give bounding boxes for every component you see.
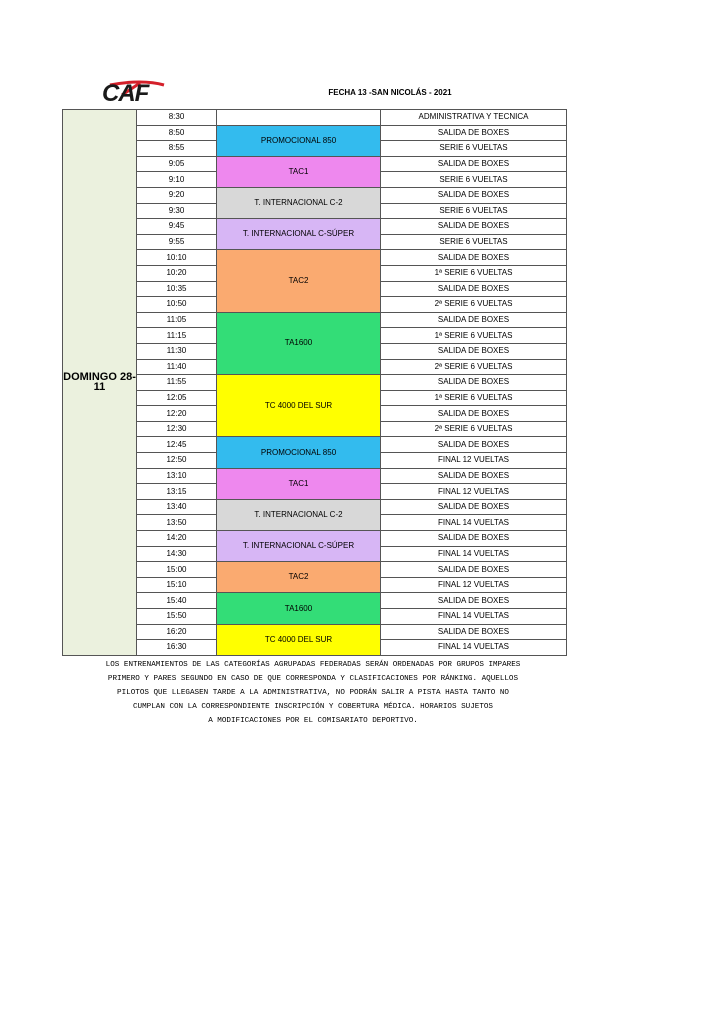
activity-cell: SERIE 6 VUELTAS: [381, 172, 567, 188]
day-cell: DOMINGO 28-11: [63, 110, 137, 656]
category-cell: TA1600: [217, 593, 381, 624]
schedule-table: [62, 109, 567, 656]
activity-cell: SALIDA DE BOXES: [381, 468, 567, 484]
time-cell: 10:35: [137, 281, 217, 297]
time-cell: 12:30: [137, 421, 217, 437]
time-cell: 9:10: [137, 172, 217, 188]
time-cell: 9:30: [137, 203, 217, 219]
time-cell: 15:00: [137, 562, 217, 578]
time-cell: 10:20: [137, 265, 217, 281]
category-cell: T. INTERNACIONAL C-2: [217, 499, 381, 530]
activity-cell: 2ª SERIE 6 VUELTAS: [381, 297, 567, 313]
time-cell: 11:15: [137, 328, 217, 344]
activity-cell: FINAL 12 VUELTAS: [381, 453, 567, 469]
logo-text: CAF: [102, 80, 149, 107]
category-cell: TAC1: [217, 156, 381, 187]
table-row: [63, 437, 567, 453]
activity-cell: SALIDA DE BOXES: [381, 437, 567, 453]
time-cell: 13:15: [137, 484, 217, 500]
time-cell: 13:10: [137, 468, 217, 484]
table-row: [63, 624, 567, 640]
time-cell: 8:50: [137, 125, 217, 141]
page-title: FECHA 13 -SAN NICOLÁS - 2021: [328, 88, 452, 97]
activity-cell: FINAL 12 VUELTAS: [381, 484, 567, 500]
category-cell: TA1600: [217, 312, 381, 374]
table-row: [63, 156, 567, 172]
category-cell: TAC1: [217, 468, 381, 499]
activity-cell: FINAL 14 VUELTAS: [381, 515, 567, 531]
activity-cell: SALIDA DE BOXES: [381, 624, 567, 640]
table-row: [63, 562, 567, 578]
activity-cell: SALIDA DE BOXES: [381, 187, 567, 203]
time-cell: 11:30: [137, 343, 217, 359]
activity-cell: SALIDA DE BOXES: [381, 250, 567, 266]
activity-cell: SALIDA DE BOXES: [381, 343, 567, 359]
table-row: [63, 468, 567, 484]
footer-note: LOS ENTRENAMIENTOS DE LAS CATEGORÍAS AGRUPADAS FEDERADAS SERÁN ORDENADAS POR GRUPOS IMPARES PRIMERO Y PARES SEGUNDO EN CASO DE QUE CORRESPONDA Y CLASIFICACIONES POR RÁNKING. AQUELLOS PILOTOS QUE LLEGASEN TARDE A LA ADMINISTRATIVA, NO PODRÁN SALIR A PISTA HASTA TANTO NO CUMPLAN CON LA CORRESPONDIENTE INSCRIPCIÓN Y COBERTURA MÉDICA. HORARIOS SUJETOS A MODIFICACIONES POR EL COMISARIATO DEPORTIVO.: [105, 661, 521, 725]
activity-cell: SERIE 6 VUELTAS: [381, 234, 567, 250]
activity-cell: SALIDA DE BOXES: [381, 375, 567, 391]
activity-cell: SALIDA DE BOXES: [381, 219, 567, 235]
time-cell: 13:50: [137, 515, 217, 531]
activity-cell: SALIDA DE BOXES: [381, 312, 567, 328]
activity-cell: 1ª SERIE 6 VUELTAS: [381, 328, 567, 344]
time-cell: 9:45: [137, 219, 217, 235]
table-row: [63, 531, 567, 547]
activity-cell: SERIE 6 VUELTAS: [381, 203, 567, 219]
time-cell: 8:55: [137, 141, 217, 157]
time-cell: 16:30: [137, 640, 217, 656]
table-row: [63, 375, 567, 391]
activity-cell: SALIDA DE BOXES: [381, 406, 567, 422]
time-cell: 11:05: [137, 312, 217, 328]
activity-cell: 1ª SERIE 6 VUELTAS: [381, 265, 567, 281]
category-cell: TC 4000 DEL SUR: [217, 624, 381, 655]
activity-cell: FINAL 14 VUELTAS: [381, 640, 567, 656]
time-cell: 8:30: [137, 110, 217, 126]
activity-cell: FINAL 14 VUELTAS: [381, 609, 567, 625]
time-cell: 16:20: [137, 624, 217, 640]
activity-cell: 1ª SERIE 6 VUELTAS: [381, 390, 567, 406]
schedule-body: [63, 110, 567, 656]
time-cell: 9:55: [137, 234, 217, 250]
activity-cell: FINAL 12 VUELTAS: [381, 577, 567, 593]
category-cell: TAC2: [217, 250, 381, 312]
table-row: [63, 250, 567, 266]
table-row: [63, 110, 567, 126]
table-row: [63, 499, 567, 515]
time-cell: 11:55: [137, 375, 217, 391]
activity-cell: SALIDA DE BOXES: [381, 562, 567, 578]
time-cell: 11:40: [137, 359, 217, 375]
time-cell: 10:10: [137, 250, 217, 266]
activity-cell: FINAL 14 VUELTAS: [381, 546, 567, 562]
activity-cell: SALIDA DE BOXES: [381, 499, 567, 515]
time-cell: 12:50: [137, 453, 217, 469]
time-cell: 9:20: [137, 187, 217, 203]
activity-cell: SERIE 6 VUELTAS: [381, 141, 567, 157]
category-cell: [217, 110, 381, 126]
activity-cell: SALIDA DE BOXES: [381, 281, 567, 297]
time-cell: 15:10: [137, 577, 217, 593]
activity-cell: SALIDA DE BOXES: [381, 125, 567, 141]
category-cell: T. INTERNACIONAL C-SÚPER: [217, 219, 381, 250]
activity-cell: 2ª SERIE 6 VUELTAS: [381, 421, 567, 437]
table-row: [63, 125, 567, 141]
activity-cell: ADMINISTRATIVA Y TECNICA: [381, 110, 567, 126]
category-cell: PROMOCIONAL 850: [217, 437, 381, 468]
time-cell: 15:50: [137, 609, 217, 625]
category-cell: TC 4000 DEL SUR: [217, 375, 381, 437]
table-row: [63, 187, 567, 203]
time-cell: 14:20: [137, 531, 217, 547]
activity-cell: 2ª SERIE 6 VUELTAS: [381, 359, 567, 375]
category-cell: TAC2: [217, 562, 381, 593]
category-cell: T. INTERNACIONAL C-2: [217, 187, 381, 218]
table-row: [63, 219, 567, 235]
activity-cell: SALIDA DE BOXES: [381, 593, 567, 609]
time-cell: 12:45: [137, 437, 217, 453]
time-cell: 12:05: [137, 390, 217, 406]
category-cell: T. INTERNACIONAL C-SÚPER: [217, 531, 381, 562]
time-cell: 15:40: [137, 593, 217, 609]
time-cell: 10:50: [137, 297, 217, 313]
table-row: [63, 593, 567, 609]
category-cell: PROMOCIONAL 850: [217, 125, 381, 156]
activity-cell: SALIDA DE BOXES: [381, 531, 567, 547]
table-row: [63, 312, 567, 328]
time-cell: 9:05: [137, 156, 217, 172]
activity-cell: SALIDA DE BOXES: [381, 156, 567, 172]
time-cell: 12:20: [137, 406, 217, 422]
time-cell: 13:40: [137, 499, 217, 515]
time-cell: 14:30: [137, 546, 217, 562]
